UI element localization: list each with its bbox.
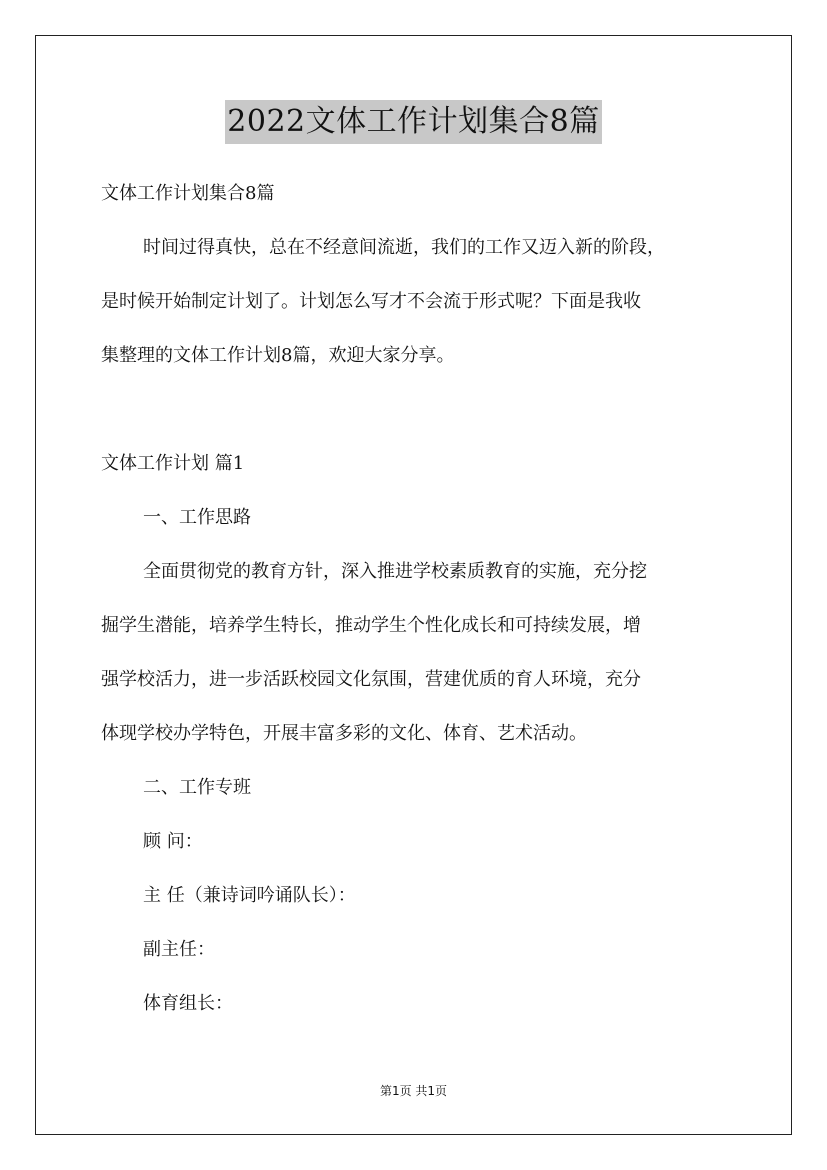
document-title: 2022文体工作计划集合8篇 <box>225 100 601 144</box>
role-director: 主 任（兼诗词吟诵队长）： <box>143 885 356 906</box>
para1-line-4: 体现学校办学特色，开展丰富多彩的文化、体育、艺术活动。 <box>101 723 587 744</box>
role-sports-leader: 体育组长： <box>143 993 233 1014</box>
heading-work-team: 二、工作专班 <box>143 777 251 798</box>
intro-line-2: 是时候开始制定计划了。计划怎么写才不会流于形式呢？下面是我收 <box>101 291 641 312</box>
page-footer: 第1页 共1页 <box>379 1084 448 1098</box>
para1-line-1: 全面贯彻党的教育方针，深入推进学校素质教育的实施，充分挖 <box>143 561 647 582</box>
para1-line-3: 强学校活力，进一步活跃校园文化氛围，营建优质的育人环境，充分 <box>101 669 641 690</box>
document-subtitle: 文体工作计划集合8篇 <box>101 183 275 204</box>
heading-work-ideas: 一、工作思路 <box>143 507 251 528</box>
section-title: 文体工作计划 篇1 <box>101 453 245 474</box>
intro-line-1: 时间过得真快，总在不经意间流逝，我们的工作又迈入新的阶段， <box>143 237 665 258</box>
role-advisor: 顾 问： <box>143 831 203 852</box>
role-deputy-director: 副主任： <box>143 939 215 960</box>
intro-line-3: 集整理的文体工作计划8篇，欢迎大家分享。 <box>101 345 455 366</box>
para1-line-2: 掘学生潜能，培养学生特长，推动学生个性化成长和可持续发展，增 <box>101 615 641 636</box>
